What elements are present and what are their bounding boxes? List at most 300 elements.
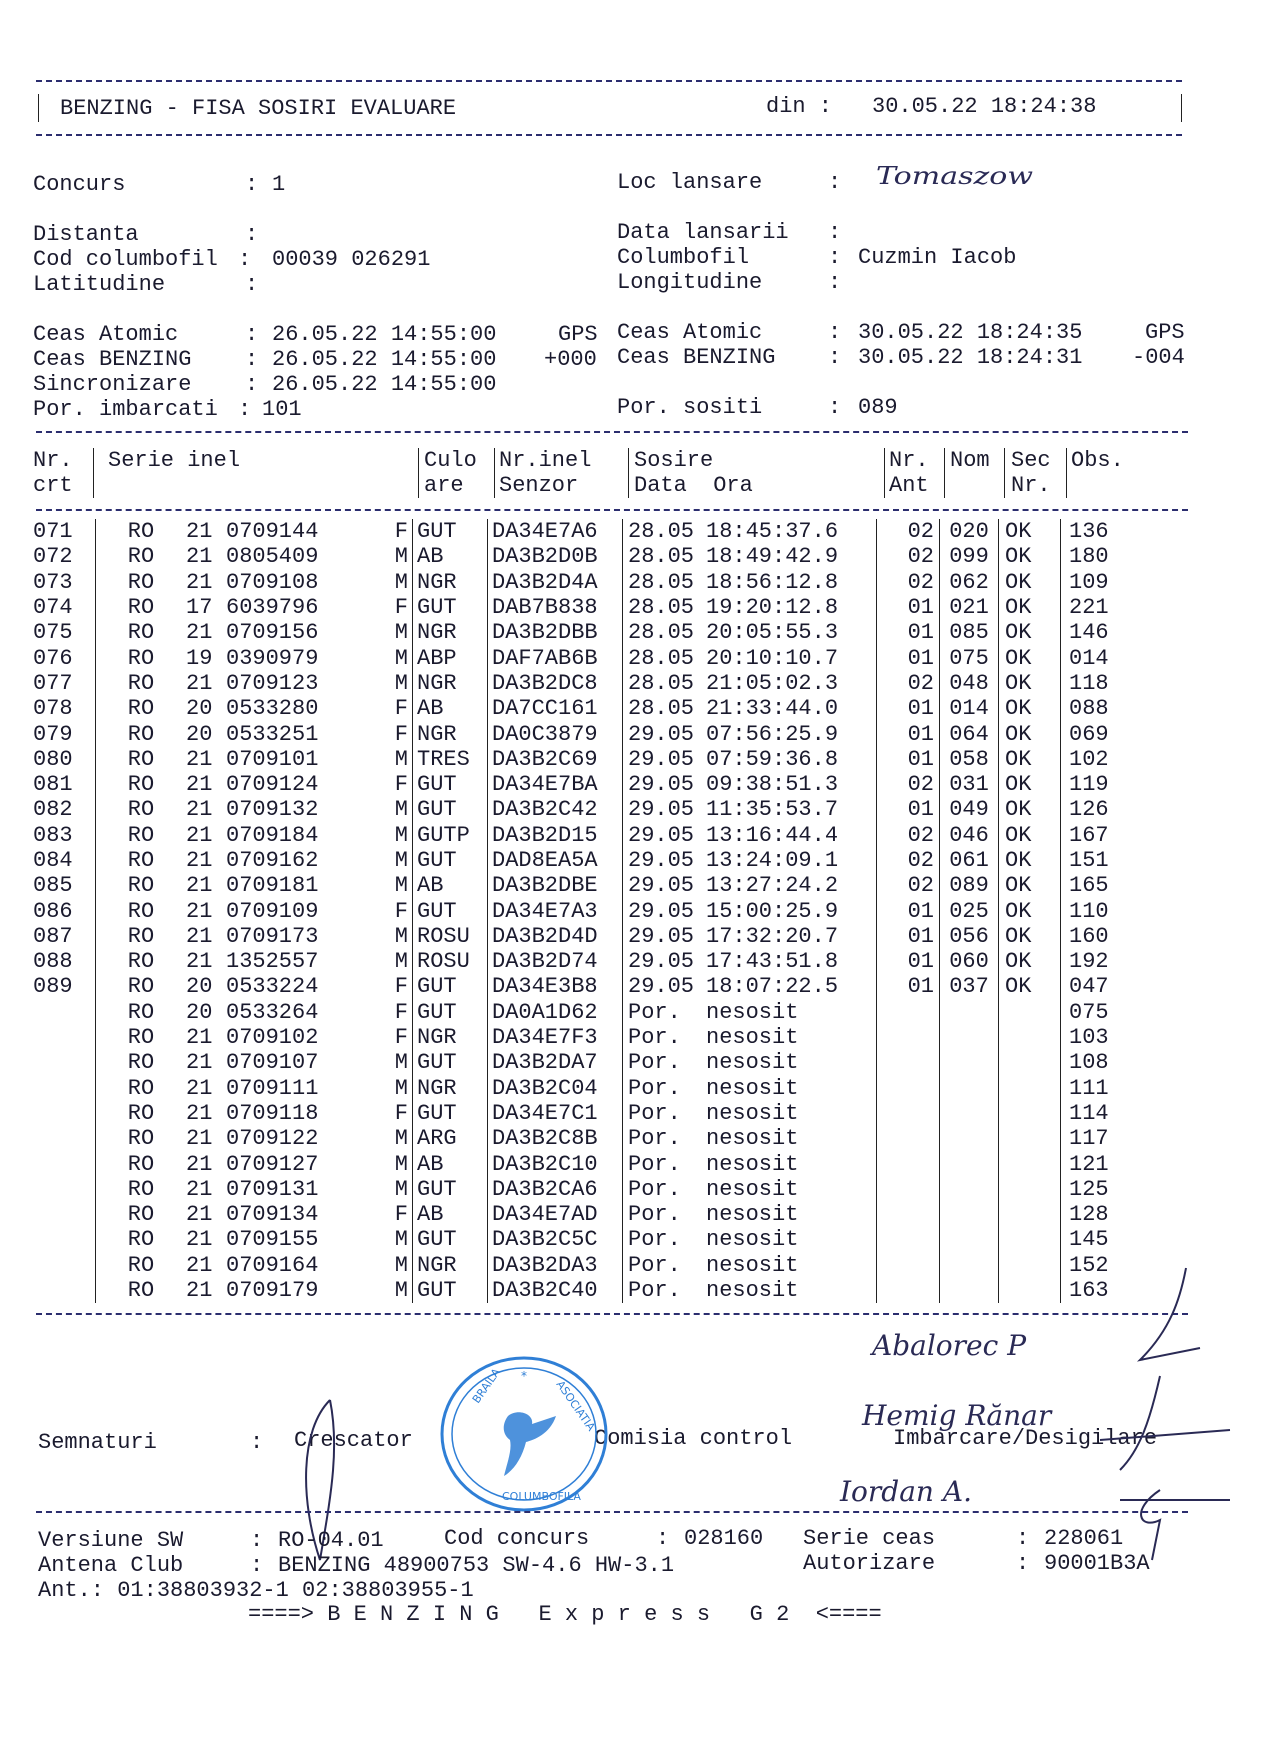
distanta-label: Distanta [33,222,139,247]
row-country: RO [127,670,155,696]
row-color: ABP [413,645,488,670]
loc-lansare-label: Loc lansare [617,170,763,195]
start-benzing-label: Ceas BENZING [33,347,192,372]
row-year: 21 [186,1227,213,1253]
row-color: GUT [413,1227,488,1252]
row-nr: 085 [33,873,96,898]
longitudine-label: Longitudine [617,270,763,295]
row-sec: OK [999,949,1061,974]
row-color: AB [413,544,488,569]
crescator-label: Crescator [294,1428,413,1453]
row-date: 29.05 [628,974,695,1000]
columbofil-value: Cuzmin Iacob [858,245,1017,270]
row-antenna: 01 [877,620,940,645]
row-country: RO [127,1126,155,1152]
row-sec: OK [999,873,1061,898]
row-nr: 088 [33,949,96,974]
row-obs: 088 [1069,696,1109,722]
row-ring: 0709164 [226,1252,319,1278]
loc-lansare-handwritten: Tomaszow [876,162,1034,191]
row-time: 13:16:44.4 [706,823,877,848]
row-sensor: DA3B2C69 [488,747,623,772]
versiune-label: Versiune SW [38,1528,184,1553]
row-nom: 089 [940,873,999,898]
row-sensor: DA3B2C42 [488,797,623,822]
row-time: 18:07:22.5 [706,974,877,999]
row-antenna: 02 [877,519,940,544]
row-time: 11:35:53.7 [706,797,877,822]
start-atomic-colon: : [245,322,259,347]
row-obs: 119 [1069,772,1109,798]
signature-3: Iordan A. [840,1475,972,1508]
row-color: GUT [413,595,488,620]
row-year: 17 [186,595,213,621]
row-year: 20 [186,721,213,747]
row-ring: 0709109 [226,898,319,924]
signature-2: Hemig Rănar [862,1399,1052,1432]
row-ring: 0709155 [226,1227,319,1253]
row-obs: 128 [1069,1202,1109,1228]
cod-columbofil-colon: : [238,247,252,272]
row-date: 29.05 [628,822,695,848]
start-atomic-value: 26.05.22 14:55:00 [272,322,497,347]
row-sex: F [356,721,413,746]
row-country: RO [127,519,155,545]
row-nr: 077 [33,671,96,696]
row-obs: 117 [1069,1126,1109,1152]
row-date: 28.05 [628,670,695,696]
row-country: RO [127,569,155,595]
row-color: GUT [413,1050,488,1075]
row-sensor: DA3B2C04 [488,1076,623,1101]
imbarcati-label: Por. imbarcati [33,397,218,422]
row-nr: 080 [33,747,96,772]
row-year: 21 [186,1075,213,1101]
row-date: 29.05 [628,873,695,899]
sync-value: 26.05.22 14:55:00 [272,372,497,397]
row-sex: F [356,1202,413,1227]
row-nom: 058 [940,747,999,772]
start-benzing-value: 26.05.22 14:55:00 [272,347,497,372]
row-ring: 0533251 [226,721,319,747]
row-ring: 0709127 [226,1151,319,1177]
row-date: 29.05 [628,797,695,823]
row-sensor: DA7CC161 [488,696,623,721]
row-sec: OK [999,797,1061,822]
svg-text:BRAILA: BRAILA [469,1365,504,1406]
row-color: GUT [413,772,488,797]
row-nom: 037 [940,974,999,999]
row-ring: 0533280 [226,696,319,722]
row-color: ARG [413,1126,488,1151]
row-date: 28.05 [628,544,695,570]
col-serie-header: Serie inel [108,448,241,473]
row-date: 29.05 [628,923,695,949]
row-obs: 167 [1069,822,1109,848]
row-antenna: 01 [877,721,940,746]
row-sensor: DA3B2DBB [488,620,623,645]
row-time: 18:56:12.8 [706,570,877,595]
row-sec: OK [999,519,1061,544]
row-ring: 0709108 [226,569,319,595]
row-year: 21 [186,772,213,798]
row-country: RO [127,1075,155,1101]
row-sex: F [356,772,413,797]
row-time: nesosit [706,1151,877,1176]
row-ring: 0709179 [226,1278,319,1304]
row-nr: 072 [33,544,96,569]
row-sex: M [356,645,413,670]
row-sex: M [356,570,413,595]
concurs-colon: : [245,172,259,197]
row-country: RO [127,721,155,747]
row-date: Por. [628,1151,681,1177]
row-year: 20 [186,696,213,722]
row-country: RO [127,595,155,621]
row-country: RO [127,873,155,899]
row-antenna: 01 [877,974,940,999]
row-country: RO [127,1025,155,1051]
row-country: RO [127,1100,155,1126]
row-color: NGR [413,1253,488,1278]
row-year: 21 [186,569,213,595]
row-year: 21 [186,1176,213,1202]
row-country: RO [127,848,155,873]
row-date: Por. [628,1227,681,1253]
row-obs: 221 [1069,595,1109,621]
columbofil-colon: : [828,245,842,270]
row-color: NGR [413,620,488,645]
cod-concurs-colon: : [656,1526,670,1551]
row-ring: 0709101 [226,746,319,772]
row-date: Por. [628,1278,681,1304]
row-country: RO [127,544,155,570]
row-sex: F [356,1025,413,1050]
row-sec: OK [999,974,1061,999]
row-sensor: DA3B2D4D [488,924,623,949]
end-benzing-value: 30.05.22 18:24:31 [858,345,1083,370]
row-time: 13:24:09.1 [706,848,877,873]
col-culoare-header-2: are [424,473,464,498]
row-sex: M [356,1126,413,1151]
cod-concurs-label: Cod concurs [444,1526,590,1551]
row-sensor: DA3B2CA6 [488,1177,623,1202]
row-antenna: 02 [877,544,940,569]
row-sec: OK [999,696,1061,721]
row-country: RO [127,797,155,823]
row-country: RO [127,1278,155,1304]
row-date: Por. [628,1176,681,1202]
row-sex: M [356,1076,413,1101]
row-sec: OK [999,620,1061,645]
row-time: 15:00:25.9 [706,898,877,923]
antena-label: Antena Club [38,1553,184,1578]
row-ring: 0390979 [226,645,319,671]
row-country: RO [127,1050,155,1076]
row-time: nesosit [706,1025,877,1050]
row-date: Por. [628,1075,681,1101]
row-sex: F [356,1101,413,1126]
row-color: ROSU [413,924,488,949]
row-nr: 081 [33,772,96,797]
end-benzing-label: Ceas BENZING [617,345,776,370]
row-sensor: DA34E3B8 [488,974,623,999]
row-date: 29.05 [628,898,695,924]
row-color: GUT [413,898,488,923]
row-country: RO [127,1252,155,1278]
row-year: 19 [186,645,213,671]
row-nom: 064 [940,721,999,746]
row-sensor: DA34E7F3 [488,1025,623,1050]
row-date: 28.05 [628,519,695,545]
row-time: nesosit [706,1227,877,1252]
row-obs: 180 [1069,544,1109,570]
row-time: 07:59:36.8 [706,747,877,772]
row-nom: 021 [940,595,999,620]
row-nr: 086 [33,898,96,923]
row-nr: 082 [33,797,96,822]
row-sex: M [356,1151,413,1176]
row-time: 21:33:44.0 [706,696,877,721]
row-nom: 056 [940,924,999,949]
antena-colon: : [250,1553,264,1578]
row-sensor: DA3B2D15 [488,823,623,848]
row-nr: 073 [33,570,96,595]
row-sensor: DAB7B838 [488,595,623,620]
semnaturi-label: Semnaturi [38,1430,157,1455]
row-date: 29.05 [628,746,695,772]
row-country: RO [127,772,155,798]
row-color: AB [413,1151,488,1176]
row-antenna: 01 [877,747,940,772]
row-country: RO [127,949,155,975]
row-sex: M [356,1278,413,1303]
row-country: RO [127,923,155,949]
autorizare-label: Autorizare [803,1551,936,1576]
row-nom: 046 [940,823,999,848]
row-year: 21 [186,1025,213,1051]
row-nom: 014 [940,696,999,721]
row-ring: 0709181 [226,873,319,899]
row-antenna: 01 [877,595,940,620]
sync-colon: : [245,372,259,397]
row-ring: 0709184 [226,822,319,848]
end-atomic-value: 30.05.22 18:24:35 [858,320,1083,345]
row-nom: 062 [940,570,999,595]
row-color: GUT [413,519,488,544]
concurs-value: 1 [272,172,286,197]
row-country: RO [127,999,155,1025]
sync-label: Sincronizare [33,372,192,397]
col-culoare-header-1: Culo [424,448,477,473]
row-nom: 031 [940,772,999,797]
row-year: 21 [186,519,213,545]
row-obs: 111 [1069,1075,1109,1101]
row-time: 20:05:55.3 [706,620,877,645]
longitudine-colon: : [828,270,842,295]
row-sensor: DA3B2DA3 [488,1253,623,1278]
row-nom: 049 [940,797,999,822]
distanta-colon: : [245,222,259,247]
latitudine-colon: : [245,272,259,297]
row-sex: M [356,949,413,974]
row-year: 21 [186,1151,213,1177]
row-obs: 136 [1069,519,1109,545]
col-senzor-header-1: Nr.inel [499,448,592,473]
row-antenna: 02 [877,772,940,797]
row-year: 21 [186,1050,213,1076]
col-ant-header-2: Ant [889,473,929,498]
row-sensor: DA34E7AD [488,1202,623,1227]
row-obs: 145 [1069,1227,1109,1253]
row-sex: M [356,1227,413,1252]
row-ring: 0709111 [226,1075,319,1101]
row-color: NGR [413,721,488,746]
end-atomic-label: Ceas Atomic [617,320,763,345]
row-ring: 0709131 [226,1176,319,1202]
row-time: 18:49:42.9 [706,544,877,569]
row-color: NGR [413,570,488,595]
row-sensor: DA3B2DBE [488,873,623,898]
row-antenna: 02 [877,823,940,848]
data-lansarii-colon: : [828,220,842,245]
start-atomic-label: Ceas Atomic [33,322,179,347]
sositi-label: Por. sositi [617,395,763,420]
row-date: Por. [628,1100,681,1126]
antenna-ids: Ant.: 01:38803932-1 02:38803955-1 [38,1578,474,1603]
row-nom: 061 [940,848,999,873]
cod-concurs-value: 028160 [684,1526,764,1551]
row-date: Por. [628,1050,681,1076]
row-nom: 099 [940,544,999,569]
row-sex: M [356,797,413,822]
row-ring: 0709107 [226,1050,319,1076]
row-sex: F [356,519,413,544]
row-country: RO [127,822,155,848]
row-antenna: 01 [877,924,940,949]
row-ring: 0709123 [226,670,319,696]
row-time: nesosit [706,1076,877,1101]
row-time: nesosit [706,1000,877,1025]
row-ring: 0805409 [226,544,319,570]
report-title: BENZING - FISA SOSIRI EVALUARE [60,96,457,121]
col-senzor-header-2: Senzor [499,473,579,498]
data-lansarii-label: Data lansarii [617,220,789,245]
row-sex: M [356,823,413,848]
row-country: RO [127,1176,155,1202]
row-ring: 0709124 [226,772,319,798]
row-time: nesosit [706,1126,877,1151]
row-sensor: DA3B2C40 [488,1278,623,1303]
row-nom: 025 [940,898,999,923]
row-date: 29.05 [628,721,695,747]
row-country: RO [127,696,155,722]
row-time: 13:27:24.2 [706,873,877,898]
row-nr: 079 [33,721,96,746]
row-nr: 083 [33,823,96,848]
col-sosire-header-1: Sosire [634,448,714,473]
row-color: GUT [413,1000,488,1025]
row-antenna: 01 [877,949,940,974]
report-date-value: 30.05.22 18:24:38 [872,94,1097,119]
row-time: 19:20:12.8 [706,595,877,620]
row-ring: 0709162 [226,848,319,873]
row-antenna: 02 [877,848,940,873]
row-date: 29.05 [628,949,695,975]
svg-text:COLUMBOFILA: COLUMBOFILA [502,1490,581,1503]
row-sex: M [356,1177,413,1202]
row-color: GUT [413,848,488,873]
row-sensor: DA0A1D62 [488,1000,623,1025]
row-date: Por. [628,1252,681,1278]
row-nom: 075 [940,645,999,670]
row-year: 21 [186,1100,213,1126]
row-time: nesosit [706,1202,877,1227]
row-sensor: DA3B2D74 [488,949,623,974]
autorizare-colon: : [1016,1551,1030,1576]
row-country: RO [127,1202,155,1228]
imbarcare-label: Imbarcare/Desigilare [893,1426,1158,1451]
row-year: 21 [186,544,213,570]
start-atomic-suffix: GPS [558,322,598,347]
row-time: 17:32:20.7 [706,924,877,949]
row-country: RO [127,1151,155,1177]
row-antenna: 01 [877,696,940,721]
row-date: 28.05 [628,620,695,646]
row-sex: M [356,747,413,772]
row-sex: M [356,671,413,696]
row-year: 21 [186,848,213,873]
serie-ceas-value: 228061 [1044,1526,1124,1551]
row-ring: 0533264 [226,999,319,1025]
row-color: GUT [413,797,488,822]
row-nr: 087 [33,924,96,949]
row-sex: F [356,974,413,999]
end-atomic-colon: : [828,320,842,345]
row-obs: 125 [1069,1176,1109,1202]
col-ant-header-1: Nr. [889,448,929,473]
row-ring: 0709156 [226,620,319,646]
col-nom-header: Nom [950,448,990,473]
row-time: 20:10:10.7 [706,645,877,670]
row-time: nesosit [706,1101,877,1126]
row-date: 28.05 [628,595,695,621]
row-obs: 160 [1069,923,1109,949]
row-sex: M [356,848,413,873]
row-sex: F [356,1000,413,1025]
row-date: 28.05 [628,645,695,671]
row-sensor: DA34E7A6 [488,519,623,544]
row-time: 21:05:02.3 [706,671,877,696]
row-country: RO [127,898,155,924]
row-sex: M [356,873,413,898]
end-benzing-colon: : [828,345,842,370]
row-date: 28.05 [628,696,695,722]
row-sensor: DA3B2DA7 [488,1050,623,1075]
row-ring: 1352557 [226,949,319,975]
row-color: GUT [413,1278,488,1303]
columbofil-label: Columbofil [617,245,750,270]
row-obs: 165 [1069,873,1109,899]
row-date: 29.05 [628,848,695,873]
row-obs: 152 [1069,1252,1109,1278]
row-year: 21 [186,873,213,899]
row-year: 20 [186,999,213,1025]
row-year: 21 [186,898,213,924]
row-antenna: 02 [877,671,940,696]
row-color: GUT [413,1177,488,1202]
col-sosire-header-2: Data Ora [634,473,753,498]
